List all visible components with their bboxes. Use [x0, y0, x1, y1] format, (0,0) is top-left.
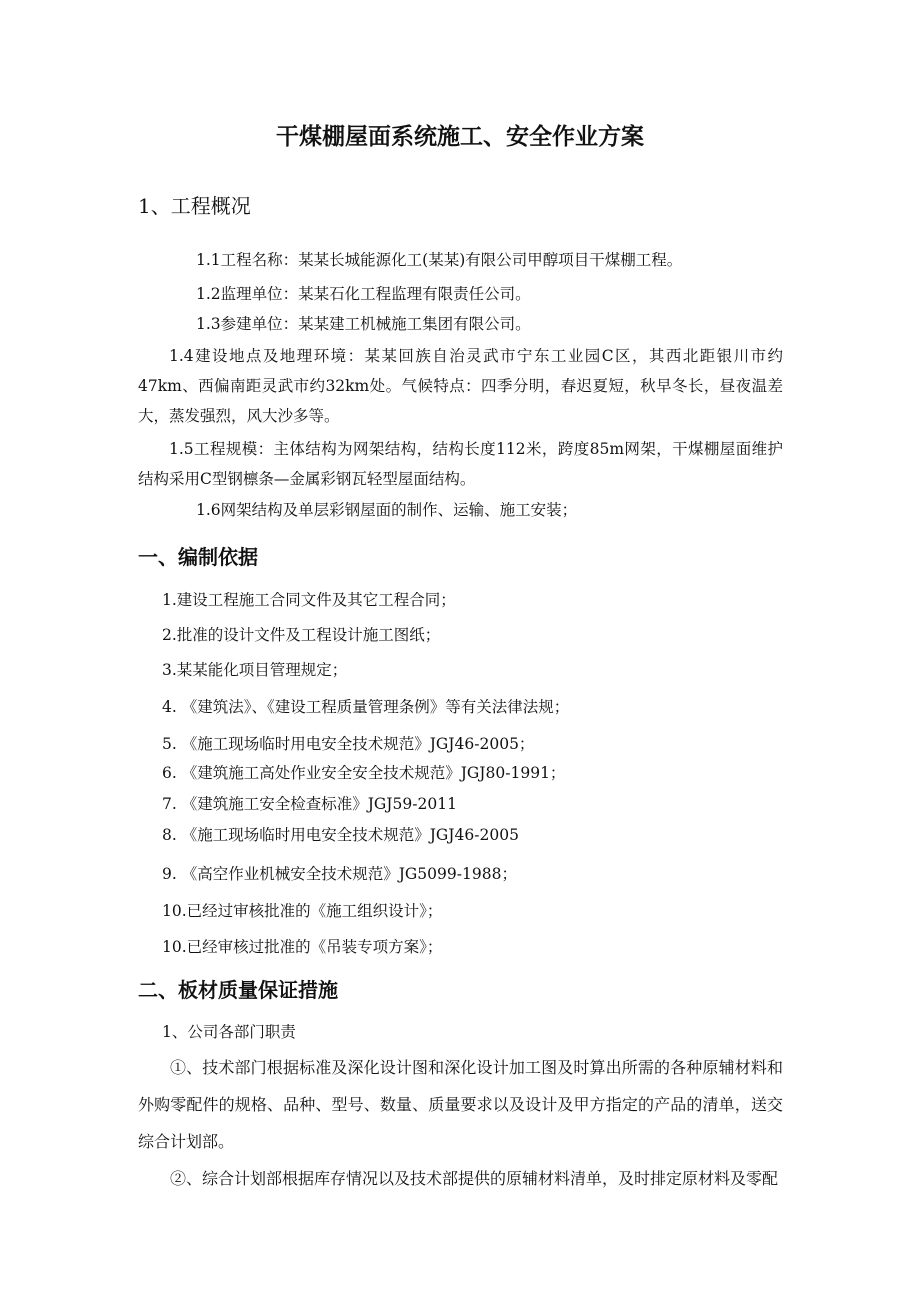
section-heading-overview: 1、工程概况 [138, 194, 251, 218]
basis-item-4: 4. 《建筑法》、《建设工程质量管理条例》等有关法律法规； [162, 698, 570, 716]
section-heading-basis: 一、编制依据 [138, 545, 258, 569]
section-heading-quality: 二、板材质量保证措施 [138, 978, 338, 1002]
basis-item-10a: 10.已经过审核批准的《施工组织设计》； [162, 902, 443, 920]
basis-item-1: 1.建设工程施工合同文件及其它工程合同； [162, 591, 456, 609]
basis-item-9: 9. 《高空作业机械安全技术规范》JG5099-1988； [162, 865, 517, 883]
overview-item-1-2: 1.2监理单位：某某石化工程监理有限责任公司。 [196, 285, 531, 303]
overview-item-1-3: 1.3参建单位：某某建工机械施工集团有限公司。 [196, 315, 531, 333]
quality-subheading: 1、公司各部门职责 [162, 1023, 296, 1041]
basis-item-5: 5. 《施工现场临时用电安全技术规范》JGJ46-2005； [162, 735, 535, 753]
basis-item-8: 8. 《施工现场临时用电安全技术规范》JGJ46-2005 [162, 826, 519, 844]
quality-para-2: ②、综合计划部根据库存情况以及技术部提供的原辅材料清单，及时排定原材料及零配 [170, 1169, 779, 1188]
basis-item-10b: 10.已经审核过批准的《吊装专项方案》； [162, 938, 443, 956]
basis-item-2: 2.批准的设计文件及工程设计施工图纸； [162, 626, 441, 644]
overview-item-1-6: 1.6网架结构及单层彩钢屋面的制作、运输、施工安装； [196, 501, 578, 519]
basis-item-7: 7. 《建筑施工安全检查标准》JGJ59-2011 [162, 795, 457, 813]
overview-item-1-5: 1.5工程规模：主体结构为网架结构，结构长度112米，跨度85m网架，干煤棚屋面维护结构采用C型钢檩条—金属彩钢瓦轻型屋面结构。 [138, 440, 783, 488]
basis-item-6: 6. 《建筑施工高处作业安全安全技术规范》JGJ80-1991； [162, 764, 566, 782]
overview-item-1-1: 1.1工程名称：某某长城能源化工(某某)有限公司甲醇项目干煤棚工程。 [196, 251, 683, 269]
quality-para-1: ①、技术部门根据标准及深化设计图和深化设计加工图及时算出所需的各种原辅材料和外购零配件的规格、品种、型号、数量、质量要求以及设计及甲方指定的产品的清单，送交综合计划部。 [138, 1058, 783, 1151]
overview-item-1-4: 1.4建设地点及地理环境：某某回族自治灵武市宁东工业园C区，其西北距银川市约47km、西偏南距灵武市约32km处。气候特点：四季分明，春迟夏短，秋早冬长，昼夜温差大，蒸发强烈，风大沙多等。 [138, 347, 783, 425]
document-title: 干煤棚屋面系统施工、安全作业方案 [276, 123, 644, 150]
basis-item-3: 3.某某能化项目管理规定； [162, 661, 348, 679]
